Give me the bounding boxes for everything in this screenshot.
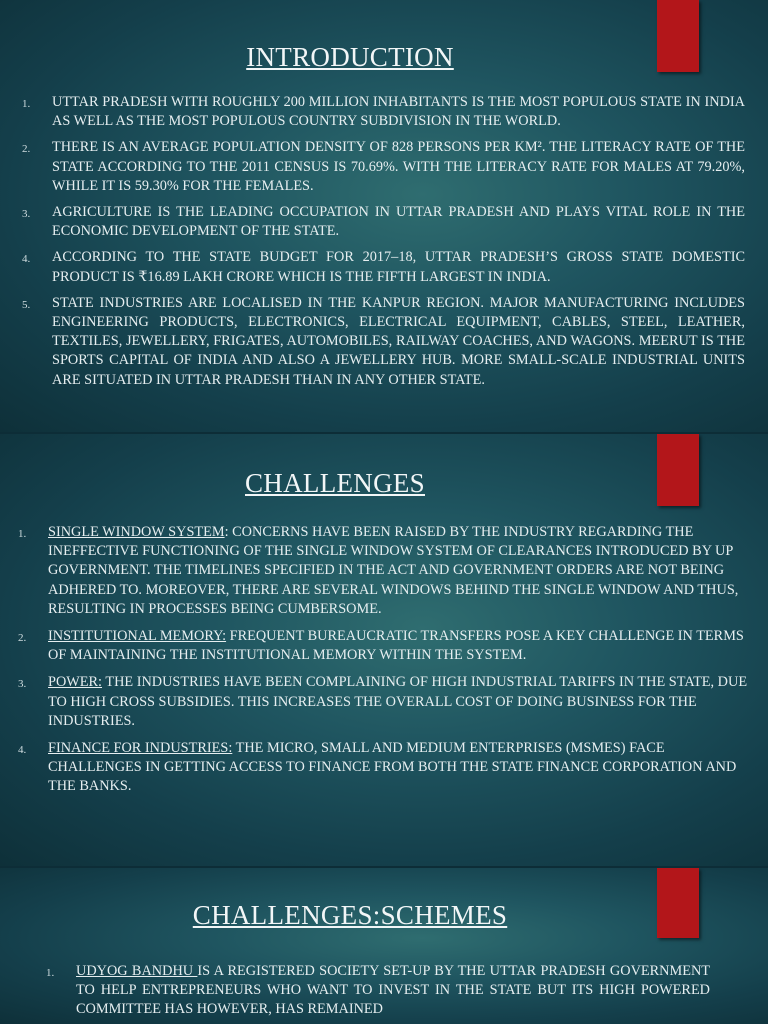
item-text: UTTAR PRADESH WITH ROUGHLY 200 MILLION INHABITANTS IS THE MOST POPULOUS STATE IN INDIA AS WELL AS THE MOST POPULOUS COUNTRY SUBDIVISION IN THE WORLD. — [52, 94, 745, 130]
slide-title: CHALLENGES — [245, 468, 425, 498]
item-lead: INSTITUTIONAL MEMORY: — [48, 628, 227, 645]
item-lead: FINANCE FOR INDUSTRIES: — [48, 740, 233, 757]
item-text: THE MICRO, SMALL AND MEDIUM ENTERPRISES (MSMES) FACE CHALLENGES IN GETTING ACCESS TO FINANCE FROM BOTH THE STATE FINANCE CORPORATION AND THE BANKS. — [48, 740, 737, 795]
item-number: 3. — [18, 678, 27, 691]
schemes-list — [46, 962, 711, 1020]
list-item — [18, 673, 748, 731]
item-number: 2. — [22, 143, 31, 156]
item-lead: UDYOG BANDHU — [76, 963, 198, 979]
list-item — [18, 739, 748, 797]
item-text: ACCORDING TO THE STATE BUDGET FOR 2017–18, UTTAR PRADESH’S GROSS STATE DOMESTIC PRODUCT IS ₹16.89 LAKH CRORE WHICH IS THE FIFTH LARGEST IN INDIA. — [52, 249, 745, 285]
item-number: 4. — [22, 253, 31, 266]
item-lead: POWER: — [48, 674, 103, 691]
item-number: 4. — [18, 744, 27, 757]
slide-title: INTRODUCTION — [246, 42, 454, 72]
item-text: IS A REGISTERED SOCIETY SET-UP BY THE UTTAR PRADESH GOVERNMENT TO HELP ENTREPRENEURS WHO WANT TO INVEST IN THE STATE BUT ITS HIGH POWERED COMMITTEE HAS HOWEVER, HAS REMAINED — [76, 963, 711, 1018]
list-item — [22, 203, 745, 241]
intro-list — [22, 93, 745, 390]
slide-challenges — [0, 434, 768, 866]
item-text: THERE IS AN AVERAGE POPULATION DENSITY OF 828 PERSONS PER KM². THE LITERACY RATE OF THE STATE ACCORDING TO THE 2011 CENSUS IS 70.69%. WITH THE LITERACY RATE FOR MALES AT 79.20%, WHILE IT IS 59.30% FOR THE FEMALES. — [52, 139, 745, 194]
item-number: 3. — [22, 208, 31, 221]
list-item — [22, 93, 745, 131]
list-item — [18, 523, 748, 619]
list-item — [18, 627, 748, 665]
item-number: 1. — [22, 98, 31, 110]
slide-title: CHALLENGES:SCHEMES — [192, 900, 508, 930]
item-number: 1. — [18, 528, 27, 540]
list-item — [22, 294, 745, 390]
list-item — [22, 248, 745, 286]
list-item — [46, 962, 711, 1020]
item-text: : CONCERNS HAVE BEEN RAISED BY THE INDUSTRY REGARDING THE INEFFECTIVE FUNCTIONING OF THE SINGLE WINDOW SYSTEM OF CLEARANCES INTRODUCED BY UP GOVERNMENT. THE TIMELINES SPECIFIED IN THE ACT AND GOVERNMENT ORDERS ARE NOT BEING ADHERED TO. MOREOVER, THERE ARE SEVERAL WINDOWS BEHIND THE SINGLE WINDOW AND THUS, RESULTING IN PROCESSES BEING CUMBERSOME. — [48, 524, 739, 617]
item-lead: SINGLE WINDOW SYSTEM — [48, 524, 225, 540]
item-number: 1. — [46, 967, 55, 979]
item-number: 2. — [18, 632, 27, 645]
item-text: THE INDUSTRIES HAVE BEEN COMPLAINING OF HIGH INDUSTRIAL TARIFFS IN THE STATE, DUE TO HIGH CROSS SUBSIDIES. THIS INCREASES THE OVERALL COST OF DOING BUSINESS FOR THE INDUSTRIES. — [48, 674, 748, 729]
item-text: FREQUENT BUREAUCRATIC TRANSFERS POSE A KEY CHALLENGE IN TERMS OF MAINTAINING THE INSTITUTIONAL MEMORY WITHIN THE SYSTEM. — [48, 628, 744, 664]
item-number: 5. — [22, 298, 31, 311]
item-text: AGRICULTURE IS THE LEADING OCCUPATION IN UTTAR PRADESH AND PLAYS VITAL ROLE IN THE ECONOMIC DEVELOPMENT OF THE STATE. — [52, 204, 745, 240]
slide-schemes — [0, 868, 768, 1024]
slide-introduction — [0, 0, 768, 432]
challenges-list — [18, 523, 748, 797]
item-text: STATE INDUSTRIES ARE LOCALISED IN THE KANPUR REGION. MAJOR MANUFACTURING INCLUDES ENGINEERING PRODUCTS, ELECTRONICS, ELECTRICAL EQUIPMENT, CABLES, STEEL, LEATHER, TEXTILES, JEWELLERY, FRIGATES, AUTOMOBILES, RAILWAY COACHES, AND WAGONS. MEERUT IS THE SPORTS CAPITAL OF INDIA AND ALSO A JEWELLERY HUB. MORE SMALL-SCALE INDUSTRIAL UNITS ARE SITUATED IN UTTAR PRADESH THAN IN ANY OTHER STATE. — [52, 294, 745, 388]
list-item — [22, 138, 745, 196]
